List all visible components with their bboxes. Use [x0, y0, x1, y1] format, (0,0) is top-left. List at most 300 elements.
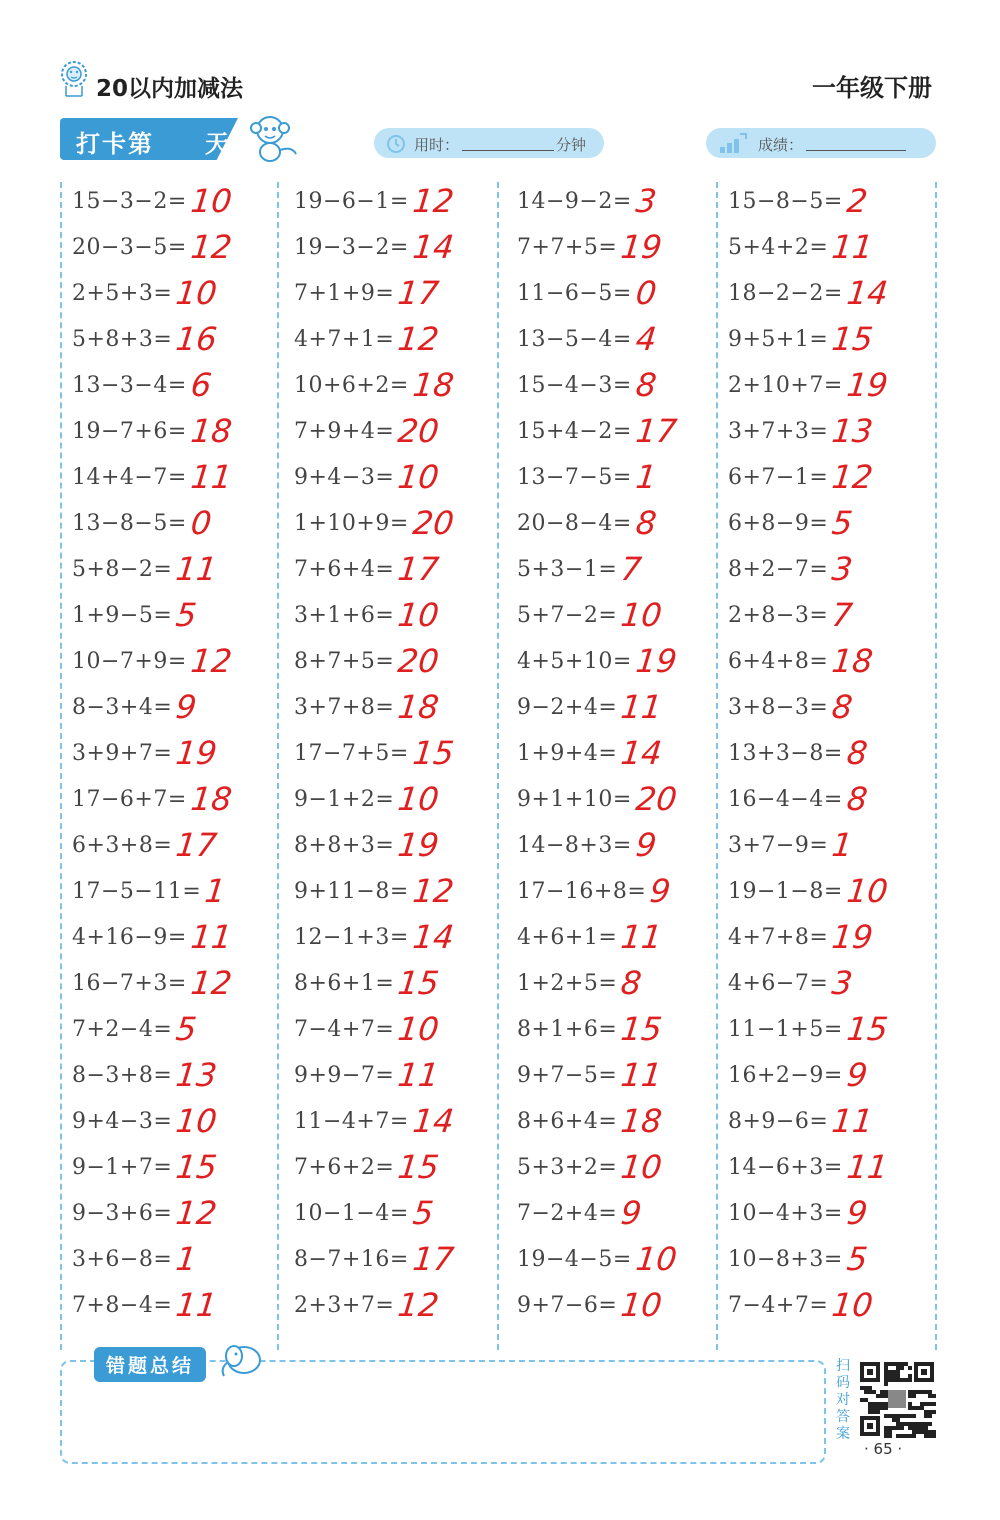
handwritten-answer[interactable]: 4 — [633, 320, 659, 358]
handwritten-answer[interactable]: 3 — [633, 182, 659, 220]
qr-module — [880, 1394, 884, 1398]
handwritten-answer[interactable]: 5 — [844, 1240, 870, 1278]
problem-row — [517, 546, 713, 592]
problem-row — [72, 1052, 272, 1098]
handwritten-answer[interactable]: 19 — [396, 826, 442, 864]
handwritten-answer[interactable]: 20 — [396, 642, 442, 680]
handwritten-answer[interactable]: 18 — [619, 1102, 665, 1140]
problem-row — [294, 546, 494, 592]
qr-module — [892, 1374, 896, 1378]
qr-module — [892, 1414, 896, 1418]
problem-column-4 — [728, 178, 933, 1328]
handwritten-answer[interactable]: 11 — [174, 550, 220, 588]
handwritten-answer[interactable]: 20 — [633, 780, 679, 818]
handwritten-answer[interactable]: 10 — [396, 1010, 442, 1048]
score-label: 成绩： — [758, 136, 804, 154]
qr-module — [892, 1426, 896, 1430]
problem-equation: 13−7−5= — [517, 464, 632, 490]
problem-equation: 9+5+1= — [728, 326, 829, 352]
problem-equation: 5+3+2= — [517, 1154, 618, 1180]
column-border-right — [935, 182, 937, 1350]
problem-equation: 15−4−3= — [517, 372, 632, 398]
handwritten-answer[interactable]: 12 — [410, 872, 456, 910]
qr-module — [892, 1378, 896, 1382]
qr-module — [896, 1426, 900, 1430]
handwritten-answer[interactable]: 10 — [396, 596, 442, 634]
handwritten-answer[interactable]: 12 — [396, 1286, 442, 1324]
handwritten-answer[interactable]: 9 — [844, 1194, 870, 1232]
handwritten-answer[interactable]: 1 — [174, 1240, 199, 1278]
handwritten-answer[interactable]: 8 — [619, 964, 644, 1002]
problem-equation: 5+8+3= — [72, 326, 173, 352]
qr-module — [896, 1366, 900, 1370]
problem-equation: 14−6+3= — [728, 1154, 843, 1180]
problem-column-2 — [294, 178, 494, 1328]
lion-logo-icon — [58, 60, 90, 98]
handwritten-answer[interactable]: 17 — [396, 274, 442, 312]
handwritten-answer[interactable]: 11 — [619, 688, 665, 726]
problem-row — [517, 638, 713, 684]
time-blank — [462, 150, 554, 151]
problem-equation: 1+10+9= — [294, 510, 409, 536]
qr-module — [892, 1418, 896, 1422]
problem-row — [728, 822, 933, 868]
problem-row — [517, 1098, 713, 1144]
problem-equation: 9+7−5= — [517, 1062, 618, 1088]
problem-row — [294, 362, 494, 408]
problem-row — [72, 316, 272, 362]
handwritten-answer[interactable]: 15 — [410, 734, 456, 772]
problem-row — [72, 270, 272, 316]
handwritten-answer[interactable]: 11 — [830, 1102, 876, 1140]
handwritten-answer[interactable]: 10 — [830, 1286, 876, 1324]
qr-module — [912, 1434, 916, 1438]
problem-equation: 2+8−3= — [728, 602, 829, 628]
problem-row — [728, 316, 933, 362]
column-border-left — [60, 182, 62, 1350]
qr-module — [884, 1434, 888, 1438]
handwritten-answer[interactable]: 10 — [844, 872, 890, 910]
qr-module — [924, 1402, 928, 1406]
problem-equation: 3+9+7= — [72, 740, 173, 766]
problem-equation: 4+7+1= — [294, 326, 395, 352]
handwritten-answer[interactable]: 1 — [203, 872, 228, 910]
problem-equation: 14+4−7= — [72, 464, 187, 490]
handwritten-answer[interactable]: 5 — [174, 1010, 199, 1048]
qr-module — [884, 1394, 888, 1398]
handwritten-answer[interactable]: 1 — [633, 458, 659, 496]
problem-row — [728, 684, 933, 730]
problem-row — [294, 408, 494, 454]
qr-module — [896, 1362, 900, 1366]
problem-equation: 9+11−8= — [294, 878, 409, 904]
problem-row — [728, 224, 933, 270]
problem-row — [72, 1236, 272, 1282]
handwritten-answer[interactable]: 15 — [396, 1148, 442, 1186]
qr-module — [900, 1426, 904, 1430]
qr-module — [872, 1406, 876, 1410]
qr-module — [876, 1406, 880, 1410]
handwritten-answer[interactable]: 6 — [188, 366, 214, 404]
qr-module — [928, 1402, 932, 1406]
problem-row — [517, 316, 713, 362]
handwritten-answer[interactable]: 15 — [844, 1010, 890, 1048]
qr-module — [920, 1406, 924, 1410]
qr-module — [908, 1374, 912, 1378]
handwritten-answer[interactable]: 17 — [633, 412, 679, 450]
qr-module — [908, 1422, 912, 1426]
problem-row — [517, 408, 713, 454]
problem-equation: 13−8−5= — [72, 510, 187, 536]
handwritten-answer[interactable]: 19 — [633, 642, 679, 680]
qr-module — [900, 1362, 904, 1366]
handwritten-answer[interactable]: 13 — [174, 1056, 220, 1094]
time-unit: 分钟 — [556, 136, 587, 154]
problem-row — [517, 592, 713, 638]
problem-row — [517, 868, 713, 914]
problem-equation: 7+6+2= — [294, 1154, 395, 1180]
qr-module — [888, 1378, 892, 1382]
handwritten-answer[interactable]: 14 — [619, 734, 665, 772]
problem-equation: 17−6+7= — [72, 786, 187, 812]
handwritten-answer[interactable]: 7 — [830, 596, 855, 634]
handwritten-answer[interactable]: 15 — [830, 320, 876, 358]
problem-row — [728, 270, 933, 316]
problem-row — [517, 454, 713, 500]
qr-module — [916, 1426, 920, 1430]
problem-row — [517, 1236, 713, 1282]
problem-row — [72, 776, 272, 822]
handwritten-answer[interactable]: 18 — [188, 780, 234, 818]
handwritten-answer[interactable]: 15 — [396, 964, 442, 1002]
qr-module — [900, 1414, 904, 1418]
problem-row — [294, 178, 494, 224]
qr-module — [864, 1386, 868, 1390]
problem-equation: 19−1−8= — [728, 878, 843, 904]
qr-module — [884, 1362, 888, 1366]
problem-row — [728, 1098, 933, 1144]
handwritten-answer[interactable]: 9 — [174, 688, 199, 726]
handwritten-answer[interactable]: 11 — [830, 228, 876, 266]
handwritten-answer[interactable]: 10 — [633, 1240, 679, 1278]
problem-equation: 10−7+9= — [72, 648, 187, 674]
problem-row — [72, 1098, 272, 1144]
problem-row — [517, 914, 713, 960]
problem-equation: 9+1+10= — [517, 786, 632, 812]
qr-module — [896, 1374, 900, 1378]
problem-equation: 17−7+5= — [294, 740, 409, 766]
handwritten-answer[interactable]: 16 — [174, 320, 220, 358]
problem-row — [294, 270, 494, 316]
problem-row — [728, 1282, 933, 1328]
handwritten-answer[interactable]: 1 — [830, 826, 855, 864]
handwritten-answer[interactable]: 12 — [396, 320, 442, 358]
problem-row — [728, 1144, 933, 1190]
problem-equation: 5+8−2= — [72, 556, 173, 582]
problem-row — [72, 1190, 272, 1236]
problem-equation: 16+2−9= — [728, 1062, 843, 1088]
qr-module — [876, 1402, 880, 1406]
qr-module — [908, 1406, 912, 1410]
handwritten-answer[interactable]: 8 — [844, 780, 870, 818]
handwritten-answer[interactable]: 17 — [410, 1240, 456, 1278]
qr-module — [920, 1390, 924, 1394]
problem-row — [728, 178, 933, 224]
checkin-label: 打卡第 — [76, 130, 154, 158]
problem-row — [517, 960, 713, 1006]
handwritten-answer[interactable]: 9 — [633, 826, 659, 864]
qr-module — [908, 1378, 912, 1382]
qr-module — [900, 1422, 904, 1426]
handwritten-answer[interactable]: 3 — [830, 550, 855, 588]
problem-column-1 — [72, 178, 272, 1328]
problem-equation: 9−2+4= — [517, 694, 618, 720]
problem-row — [728, 776, 933, 822]
qr-module — [872, 1402, 876, 1406]
problem-equation: 8−7+16= — [294, 1246, 409, 1272]
qr-module — [920, 1426, 924, 1430]
qr-module — [904, 1378, 908, 1382]
handwritten-answer[interactable]: 11 — [188, 458, 234, 496]
problem-equation: 4+7+8= — [728, 924, 829, 950]
problem-equation: 17−16+8= — [517, 878, 647, 904]
handwritten-answer[interactable]: 14 — [844, 274, 890, 312]
column-divider — [716, 182, 718, 1350]
handwritten-answer[interactable]: 13 — [830, 412, 876, 450]
handwritten-answer[interactable]: 11 — [844, 1148, 890, 1186]
qr-module — [868, 1402, 872, 1406]
problem-equation: 8−3+4= — [72, 694, 173, 720]
problem-equation: 5+7−2= — [517, 602, 618, 628]
problem-row — [728, 1190, 933, 1236]
problem-row — [72, 822, 272, 868]
handwritten-answer[interactable]: 19 — [830, 918, 876, 956]
qr-module — [884, 1390, 888, 1394]
problem-row — [294, 454, 494, 500]
problem-equation: 1+2+5= — [517, 970, 618, 996]
problem-row — [72, 914, 272, 960]
problem-equation: 3+7+8= — [294, 694, 395, 720]
problem-equation: 9−3+6= — [72, 1200, 173, 1226]
qr-code-icon[interactable] — [858, 1360, 936, 1438]
problem-equation: 6+7−1= — [728, 464, 829, 490]
handwritten-answer[interactable]: 15 — [174, 1148, 220, 1186]
problem-equation: 7+8−4= — [72, 1292, 173, 1318]
handwritten-answer[interactable]: 3 — [830, 964, 855, 1002]
handwritten-answer[interactable]: 5 — [410, 1194, 436, 1232]
handwritten-answer[interactable]: 9 — [648, 872, 673, 910]
problem-equation: 15−3−2= — [72, 188, 187, 214]
problem-equation: 2+10+7= — [728, 372, 843, 398]
problem-equation: 3+7+3= — [728, 418, 829, 444]
handwritten-answer[interactable]: 12 — [174, 1194, 220, 1232]
problem-row — [72, 868, 272, 914]
handwritten-answer[interactable]: 8 — [830, 688, 855, 726]
problem-equation: 10−8+3= — [728, 1246, 843, 1272]
qr-module — [924, 1390, 928, 1394]
handwritten-answer[interactable]: 14 — [410, 228, 456, 266]
problem-row — [72, 960, 272, 1006]
qr-module — [912, 1394, 916, 1398]
handwritten-answer[interactable]: 10 — [619, 1286, 665, 1324]
problem-row — [517, 730, 713, 776]
qr-module — [884, 1402, 888, 1406]
handwritten-answer[interactable]: 18 — [396, 688, 442, 726]
handwritten-answer[interactable]: 20 — [410, 504, 456, 542]
handwritten-answer[interactable]: 11 — [619, 1056, 665, 1094]
problem-equation: 5+3−1= — [517, 556, 618, 582]
qr-module — [916, 1390, 920, 1394]
problem-equation: 9+4−3= — [294, 464, 395, 490]
handwritten-answer[interactable]: 7 — [619, 550, 644, 588]
handwritten-answer[interactable]: 10 — [619, 596, 665, 634]
problem-equation: 2+3+7= — [294, 1292, 395, 1318]
problem-row — [728, 1052, 933, 1098]
handwritten-answer[interactable]: 11 — [396, 1056, 442, 1094]
handwritten-answer[interactable]: 14 — [410, 1102, 456, 1140]
problem-equation: 3+7−9= — [728, 832, 829, 858]
problem-row — [294, 224, 494, 270]
handwritten-answer[interactable]: 14 — [410, 918, 456, 956]
qr-module — [884, 1414, 888, 1418]
qr-module — [920, 1430, 924, 1434]
qr-module — [932, 1434, 936, 1438]
qr-module — [880, 1406, 884, 1410]
handwritten-answer[interactable]: 10 — [396, 458, 442, 496]
qr-module — [896, 1434, 900, 1438]
problem-row — [72, 454, 272, 500]
qr-module — [864, 1390, 868, 1394]
problem-row — [294, 776, 494, 822]
handwritten-answer[interactable]: 10 — [174, 274, 220, 312]
problem-equation: 19−3−2= — [294, 234, 409, 260]
problem-equation: 4+6−7= — [728, 970, 829, 996]
qr-module — [900, 1434, 904, 1438]
grade-label: 一年级下册 — [812, 74, 932, 102]
handwritten-answer[interactable]: 15 — [619, 1010, 665, 1048]
handwritten-answer[interactable]: 10 — [619, 1148, 665, 1186]
problem-row — [728, 638, 933, 684]
problem-equation: 19−7+6= — [72, 418, 187, 444]
qr-code-label: 扫码对答案 — [836, 1358, 850, 1442]
qr-module — [932, 1410, 936, 1414]
time-label: 用时： — [414, 136, 460, 154]
qr-module — [908, 1366, 912, 1370]
handwritten-answer[interactable]: 0 — [633, 274, 659, 312]
handwritten-answer[interactable]: 12 — [410, 182, 456, 220]
problem-equation: 19−6−1= — [294, 188, 409, 214]
handwritten-answer[interactable]: 5 — [174, 596, 199, 634]
problem-row — [728, 914, 933, 960]
problem-equation: 8−3+8= — [72, 1062, 173, 1088]
problem-row — [294, 1052, 494, 1098]
qr-module — [912, 1430, 916, 1434]
problem-row — [517, 362, 713, 408]
problem-equation: 7+6+4= — [294, 556, 395, 582]
qr-module — [868, 1406, 872, 1410]
handwritten-answer[interactable]: 2 — [844, 182, 870, 220]
handwritten-answer[interactable]: 9 — [619, 1194, 644, 1232]
handwritten-answer[interactable]: 12 — [188, 642, 234, 680]
problem-equation: 19−4−5= — [517, 1246, 632, 1272]
problem-equation: 18−2−2= — [728, 280, 843, 306]
handwritten-answer[interactable]: 20 — [396, 412, 442, 450]
qr-module — [928, 1390, 932, 1394]
problem-row — [294, 638, 494, 684]
problem-equation: 5+4+2= — [728, 234, 829, 260]
handwritten-answer[interactable]: 8 — [633, 504, 659, 542]
problem-equation: 8+6+4= — [517, 1108, 618, 1134]
handwritten-answer[interactable]: 18 — [830, 642, 876, 680]
clock-icon — [385, 132, 407, 154]
handwritten-answer[interactable]: 8 — [633, 366, 659, 404]
handwritten-answer[interactable]: 18 — [188, 412, 234, 450]
problem-row — [72, 408, 272, 454]
problem-row — [294, 1282, 494, 1328]
qr-module — [888, 1362, 892, 1366]
handwritten-answer[interactable]: 11 — [174, 1286, 220, 1324]
problem-row — [72, 546, 272, 592]
handwritten-answer[interactable]: 10 — [396, 780, 442, 818]
handwritten-answer[interactable]: 17 — [396, 550, 442, 588]
problem-row — [728, 730, 933, 776]
qr-module — [896, 1414, 900, 1418]
handwritten-answer[interactable]: 5 — [830, 504, 855, 542]
handwritten-answer[interactable]: 18 — [410, 366, 456, 404]
problem-equation: 7−4+7= — [728, 1292, 829, 1318]
qr-module — [908, 1414, 912, 1418]
qr-module — [916, 1406, 920, 1410]
qr-module — [896, 1370, 900, 1374]
handwritten-answer[interactable]: 11 — [188, 918, 234, 956]
handwritten-answer[interactable]: 19 — [844, 366, 890, 404]
handwritten-answer[interactable]: 12 — [188, 964, 234, 1002]
checkin-day-label: 天 — [205, 130, 229, 158]
qr-module — [860, 1398, 864, 1402]
problem-row — [294, 1190, 494, 1236]
handwritten-answer[interactable]: 10 — [174, 1102, 220, 1140]
problem-equation: 13−5−4= — [517, 326, 632, 352]
handwritten-answer[interactable]: 8 — [844, 734, 870, 772]
handwritten-answer[interactable]: 19 — [174, 734, 220, 772]
problem-row — [294, 868, 494, 914]
qr-module — [928, 1434, 932, 1438]
problem-row — [728, 546, 933, 592]
qr-module — [924, 1410, 928, 1414]
handwritten-answer[interactable]: 0 — [188, 504, 214, 542]
handwritten-answer[interactable]: 11 — [619, 918, 665, 956]
problem-row — [728, 960, 933, 1006]
handwritten-answer[interactable]: 19 — [619, 228, 665, 266]
problem-row — [728, 500, 933, 546]
problem-row — [517, 1052, 713, 1098]
handwritten-answer[interactable]: 9 — [844, 1056, 870, 1094]
problem-row — [294, 684, 494, 730]
problem-equation: 11−6−5= — [517, 280, 632, 306]
handwritten-answer[interactable]: 17 — [174, 826, 220, 864]
problem-row — [517, 500, 713, 546]
qr-module — [924, 1414, 928, 1418]
qr-module — [884, 1366, 888, 1370]
handwritten-answer[interactable]: 12 — [188, 228, 234, 266]
problem-equation: 14−9−2= — [517, 188, 632, 214]
problem-equation: 8+9−6= — [728, 1108, 829, 1134]
handwritten-answer[interactable]: 10 — [188, 182, 234, 220]
qr-module — [912, 1426, 916, 1430]
problem-equation: 4+6+1= — [517, 924, 618, 950]
handwritten-answer[interactable]: 12 — [830, 458, 876, 496]
qr-module — [928, 1410, 932, 1414]
